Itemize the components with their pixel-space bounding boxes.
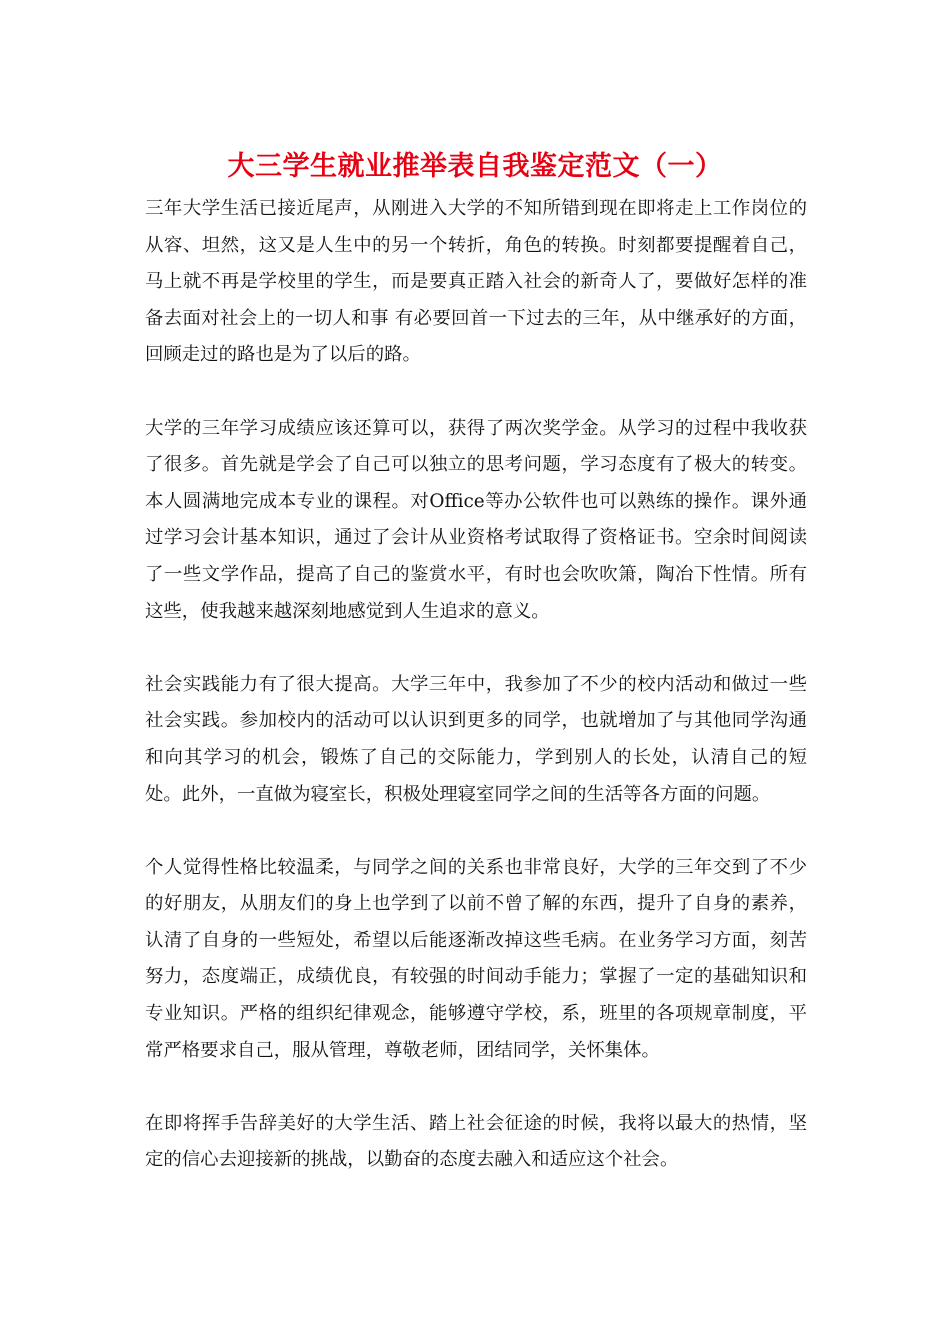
paragraph-study: 大学的三年学习成绩应该还算可以，获得了两次奖学金。从学习的过程中我收获了很多。首先就是学会了自己可以独立的思考问题，学习态度有了极大的转变。本人圆满地完成本专业的课程。对Office等办公软件也可以熟练的操作。课外通过学习会计基本知识，通过了会计从业资格考试取得了资格证书。空余时间阅读了一些文学作品，提高了自己的鉴赏水平，有时也会吹吹箫，陶冶下性情。所有这些，使我越来越深刻地感觉到人生追求的意义。 — [145, 417, 807, 622]
paragraph-intro: 三年大学生活已接近尾声，从刚进入大学的不知所错到现在即将走上工作岗位的从容、坦然，这又是人生中的另一个转折，角色的转换。时刻都要提醒着自己，马上就不再是学校里的学生，而是要真正踏入社会的新奇人了，要做好怎样的准备去面对社会上的一切人和事 有必要回首一下过去的三年，从中继承好的方面，回顾走过的路也是为了以后的路。 — [145, 198, 807, 366]
paragraph-personality: 个人觉得性格比较温柔，与同学之间的关系也非常良好，大学的三年交到了不少的好朋友，从朋友们的身上也学到了以前不曾了解的东西，提升了自身的素养，认清了自身的一些短处，希望以后能逐渐改掉这些毛病。在业务学习方面，刻苦努力，态度端正，成绩优良，有较强的时间动手能力；掌握了一定的基础知识和专业知识。严格的组织纪律观念，能够遵守学校，系，班里的各项规章制度，平常严格要求自己，服从管理，尊敬老师，团结同学，关怀集体。 — [145, 856, 807, 1061]
paragraph-social-practice: 社会实践能力有了很大提高。大学三年中，我参加了不少的校内活动和做过一些社会实践。参加校内的活动可以认识到更多的同学，也就增加了与其他同学沟通和向其学习的机会，锻炼了自己的交际能力，学到别人的长处，认清自己的短处。此外，一直做为寝室长，积极处理寝室同学之间的生活等各方面的问题。 — [145, 673, 807, 805]
paragraph-conclusion: 在即将挥手告辞美好的大学生活、踏上社会征途的时候，我将以最大的热情，坚定的信心去迎接新的挑战，以勤奋的态度去融入和适应这个社会。 — [145, 1112, 807, 1171]
document-body — [145, 191, 807, 1179]
document-title: 大三学生就业推举表自我鉴定范文（一） — [227, 151, 723, 182]
